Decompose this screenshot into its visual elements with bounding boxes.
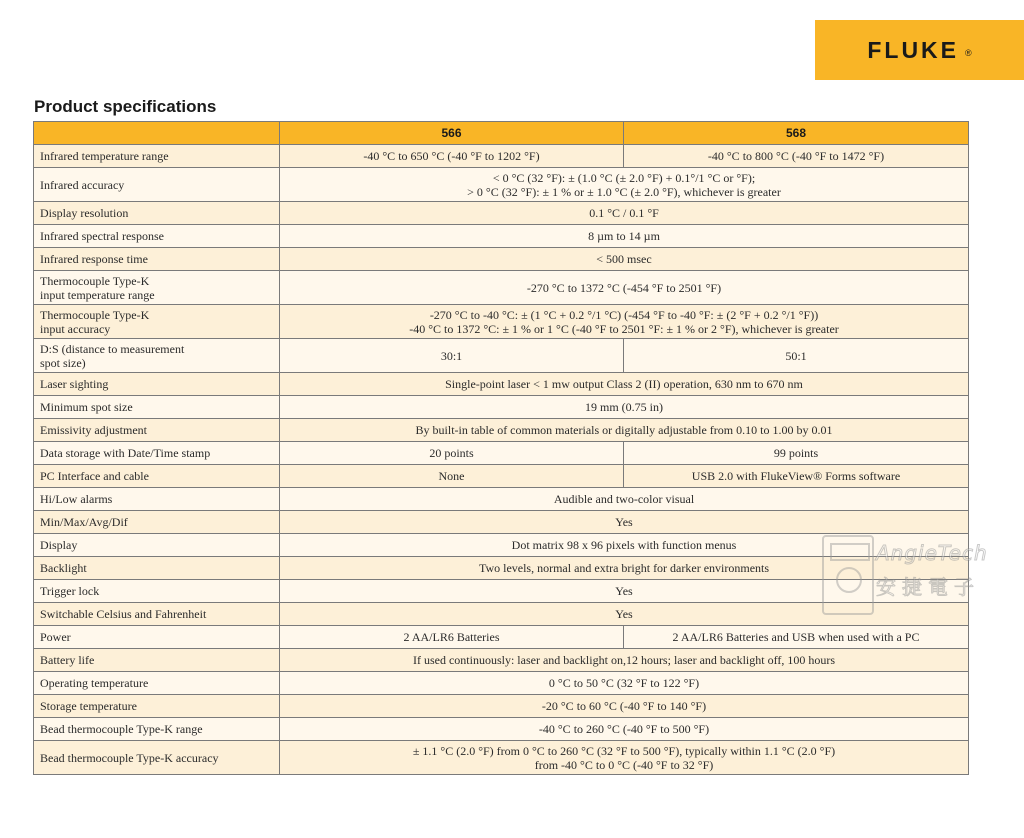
table-row (34, 145, 969, 168)
spec-value-566: -40 °C to 650 °C (-40 °F to 1202 °F) (280, 145, 624, 168)
watermark-text-en: AngieTech (876, 541, 988, 565)
table-row (34, 603, 969, 626)
table-row (34, 511, 969, 534)
watermark-text-zh: 安捷電子 (876, 575, 980, 599)
cell-line: < 500 msec (596, 252, 652, 266)
spec-value-shared (280, 511, 969, 534)
table-row (34, 396, 969, 419)
spec-label (34, 339, 280, 373)
spec-label: Hi/Low alarms (34, 488, 280, 511)
spec-value-shared (280, 718, 969, 741)
cell-line: 0.1 °C / 0.1 °F (589, 206, 659, 220)
page-title: Product specifications (34, 97, 217, 116)
spec-value-shared (280, 248, 969, 271)
spec-value-shared (280, 741, 969, 775)
spec-label (34, 305, 280, 339)
spec-label: Emissivity adjustment (34, 419, 280, 442)
cell-line: Yes (615, 515, 633, 529)
cell-line: from -40 °C to 0 °C (-40 °F to 32 °F) (534, 757, 714, 772)
cell-line: Yes (615, 584, 633, 598)
spec-value-shared (280, 373, 969, 396)
table-row (34, 339, 969, 373)
table-row (34, 419, 969, 442)
table-row (34, 225, 969, 248)
spec-label: Power (34, 626, 280, 649)
table-row (34, 271, 969, 305)
spec-label: PC Interface and cable (34, 465, 280, 488)
spec-value-shared (280, 305, 969, 339)
logo-registered-mark: ® (965, 48, 972, 58)
spec-value-568: 2 AA/LR6 Batteries and USB when used with a PC (624, 626, 969, 649)
spec-label: Display (34, 534, 280, 557)
spec-value-568: USB 2.0 with FlukeView® Forms software (624, 465, 969, 488)
cell-line: 0 °C to 50 °C (32 °F to 122 °F) (548, 676, 700, 690)
spec-value-shared (280, 396, 969, 419)
table-header-row (34, 122, 969, 145)
spec-label: Operating temperature (34, 672, 280, 695)
spec-label: Storage temperature (34, 695, 280, 718)
spec-value-568: 99 points (624, 442, 969, 465)
spec-value-shared (280, 695, 969, 718)
cell-line: 8 µm to 14 µm (588, 229, 660, 243)
cell-line: Single-point laser < 1 mw output Class 2 (II) operation, 630 nm to 670 nm (445, 377, 803, 391)
cell-line: Two levels, normal and extra bright for darker environments (478, 561, 770, 575)
table-row (34, 248, 969, 271)
spec-value-shared (280, 202, 969, 225)
cell-line: Audible and two-color visual (553, 492, 695, 506)
table-row (34, 672, 969, 695)
table-row (34, 202, 969, 225)
cell-line: -270 °C to 1372 °C (-454 °F to 2501 °F) (526, 280, 722, 295)
spec-label: Infrared temperature range (34, 145, 280, 168)
cell-line: Dot matrix 98 x 96 pixels with function menus (511, 538, 737, 552)
spec-value-568: 50:1 (624, 339, 969, 373)
table-row (34, 488, 969, 511)
cell-line: > 0 °C (32 °F): ± 1 % or ± 1.0 °C (± 2.0 °F), whichever is greater (467, 184, 781, 199)
cell-line: ± 1.1 °C (2.0 °F) from 0 °C to 260 °C (32 °F to 500 °F), typically within 1.1 °C (2.0 °F) (412, 743, 836, 758)
spec-value-shared (280, 649, 969, 672)
spec-value-shared (280, 557, 969, 580)
spec-value-shared (280, 580, 969, 603)
cell-line: If used continuously: laser and backlight on,12 hours; laser and backlight off, 100 hours (412, 653, 836, 667)
spec-label: Infrared response time (34, 248, 280, 271)
spec-label: Data storage with Date/Time stamp (34, 442, 280, 465)
fluke-logo (815, 20, 1024, 80)
cell-line: spot size) (40, 355, 86, 370)
spec-value-shared (280, 271, 969, 305)
spec-value-566: 2 AA/LR6 Batteries (280, 626, 624, 649)
cell-line: 19 mm (0.75 in) (585, 400, 663, 414)
table-row (34, 580, 969, 603)
spec-value-shared (280, 672, 969, 695)
cell-line: -40 °C to 1372 °C: ± 1 % or 1 °C (-40 °F to 2501 °F: ± 1 % or 2 °F), whichever is greater (409, 321, 839, 336)
spec-value-shared (280, 488, 969, 511)
cell-line: input accuracy (40, 321, 111, 336)
table-row (34, 649, 969, 672)
table-row (34, 465, 969, 488)
table-row (34, 373, 969, 396)
spec-value-shared (280, 419, 969, 442)
cell-line: Thermocouple Type-K (40, 273, 150, 288)
cell-line: < 0 °C (32 °F): ± (1.0 °C (± 2.0 °F) + 0.1°/1 °C or °F); (492, 170, 756, 185)
spec-label: Switchable Celsius and Fahrenheit (34, 603, 280, 626)
spec-label: Min/Max/Avg/Dif (34, 511, 280, 534)
header-568: 568 (624, 122, 969, 145)
table-row (34, 695, 969, 718)
header-blank (34, 122, 280, 145)
table-row (34, 741, 969, 775)
table-row (34, 718, 969, 741)
table-row (34, 442, 969, 465)
spec-label: Bead thermocouple Type-K accuracy (34, 741, 280, 775)
cell-line: Thermocouple Type-K (40, 307, 150, 322)
cell-line: -20 °C to 60 °C (-40 °F to 140 °F) (541, 699, 707, 713)
spec-value-566: 30:1 (280, 339, 624, 373)
spec-value-shared (280, 603, 969, 626)
cell-line: -270 °C to -40 °C: ± (1 °C + 0.2 °/1 °C) (-454 °F to -40 °F: ± (2 °F + 0.2 °/1 °F)) (429, 307, 819, 322)
header-566: 566 (280, 122, 624, 145)
spec-table (33, 121, 969, 775)
table-row (34, 534, 969, 557)
spec-value-shared (280, 534, 969, 557)
spec-value-566: None (280, 465, 624, 488)
table-row (34, 626, 969, 649)
spec-value-shared (280, 168, 969, 202)
table-row (34, 168, 969, 202)
spec-label: Infrared accuracy (34, 168, 280, 202)
spec-label: Laser sighting (34, 373, 280, 396)
spec-label: Battery life (34, 649, 280, 672)
cell-line: Yes (615, 607, 633, 621)
spec-label: Minimum spot size (34, 396, 280, 419)
spec-label: Backlight (34, 557, 280, 580)
table-row (34, 305, 969, 339)
spec-label: Display resolution (34, 202, 280, 225)
table-body (34, 145, 969, 775)
logo-wordmark: FLUKE (867, 36, 960, 63)
spec-value-566: 20 points (280, 442, 624, 465)
cell-line: By built-in table of common materials or digitally adjustable from 0.10 to 1.00 by 0.01 (415, 423, 833, 437)
table-row (34, 557, 969, 580)
spec-value-568: -40 °C to 800 °C (-40 °F to 1472 °F) (624, 145, 969, 168)
cell-line: -40 °C to 260 °C (-40 °F to 500 °F) (538, 722, 710, 736)
cell-line: input temperature range (40, 287, 155, 302)
cell-line: D:S (distance to measurement (40, 341, 185, 356)
spec-label: Trigger lock (34, 580, 280, 603)
spec-value-shared (280, 225, 969, 248)
spec-label (34, 271, 280, 305)
spec-label: Infrared spectral response (34, 225, 280, 248)
spec-label: Bead thermocouple Type-K range (34, 718, 280, 741)
